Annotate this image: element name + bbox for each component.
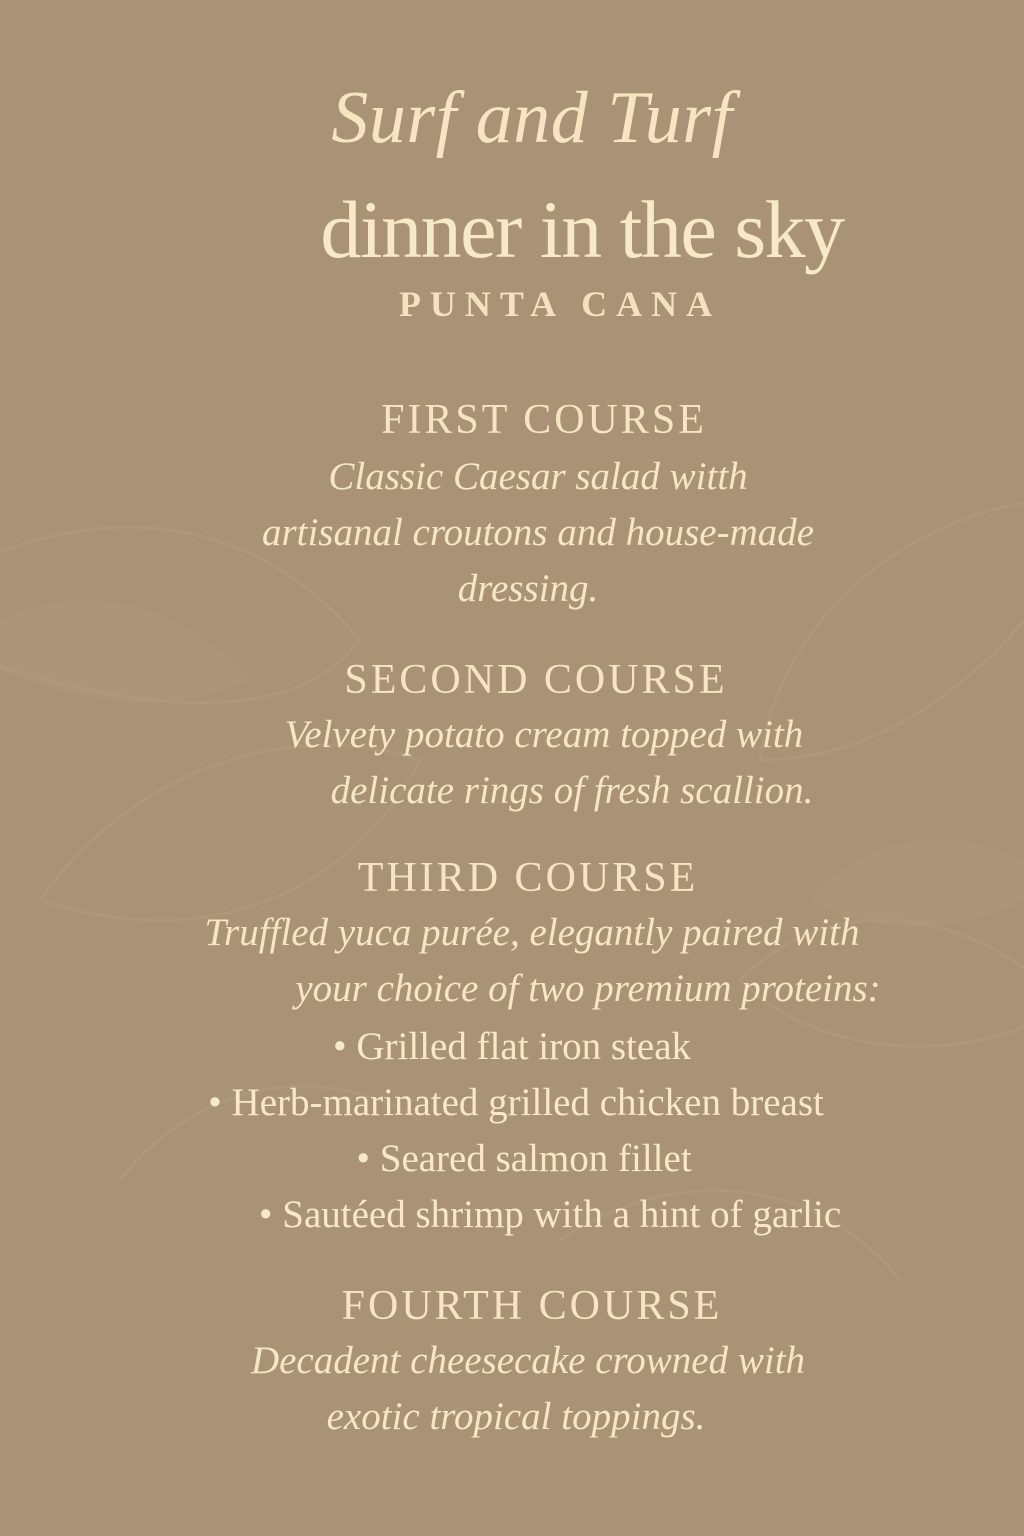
protein-option: • Grilled flat iron steak	[332, 1025, 692, 1068]
protein-option: • Seared salmon fillet	[356, 1137, 692, 1180]
third-course-heading: THIRD COURSE	[357, 855, 699, 901]
second-course-desc-line: Velvety potato cream topped with	[284, 713, 804, 756]
title-main: dinner in the sky	[320, 184, 844, 275]
protein-option: • Herb-marinated grilled chicken breast	[208, 1081, 824, 1124]
third-course-desc-line: Truffled yuca purée, elegantly paired with	[204, 911, 860, 954]
fourth-course-desc-line: exotic tropical toppings.	[326, 1395, 706, 1438]
third-course-desc-line: your choice of two premium proteins:	[295, 967, 881, 1010]
location-subtitle: PUNTA CANA	[398, 284, 722, 324]
second-course-heading: SECOND COURSE	[344, 657, 728, 703]
fourth-course-desc-line: Decadent cheesecake crowned with	[250, 1339, 806, 1382]
first-course-desc-line: Classic Caesar salad witth	[328, 455, 748, 498]
fourth-course-heading: FOURTH COURSE	[341, 1283, 723, 1329]
second-course-desc-line: delicate rings of fresh scallion.	[330, 769, 814, 812]
protein-option: • Sautéed shrimp with a hint of garlic	[258, 1193, 842, 1236]
first-course-desc-line: dressing.	[457, 567, 599, 610]
first-course-desc-line: artisanal croutons and house-made	[261, 511, 815, 554]
title-script: Surf and Turf	[331, 77, 733, 159]
first-course-heading: FIRST COURSE	[381, 397, 707, 443]
